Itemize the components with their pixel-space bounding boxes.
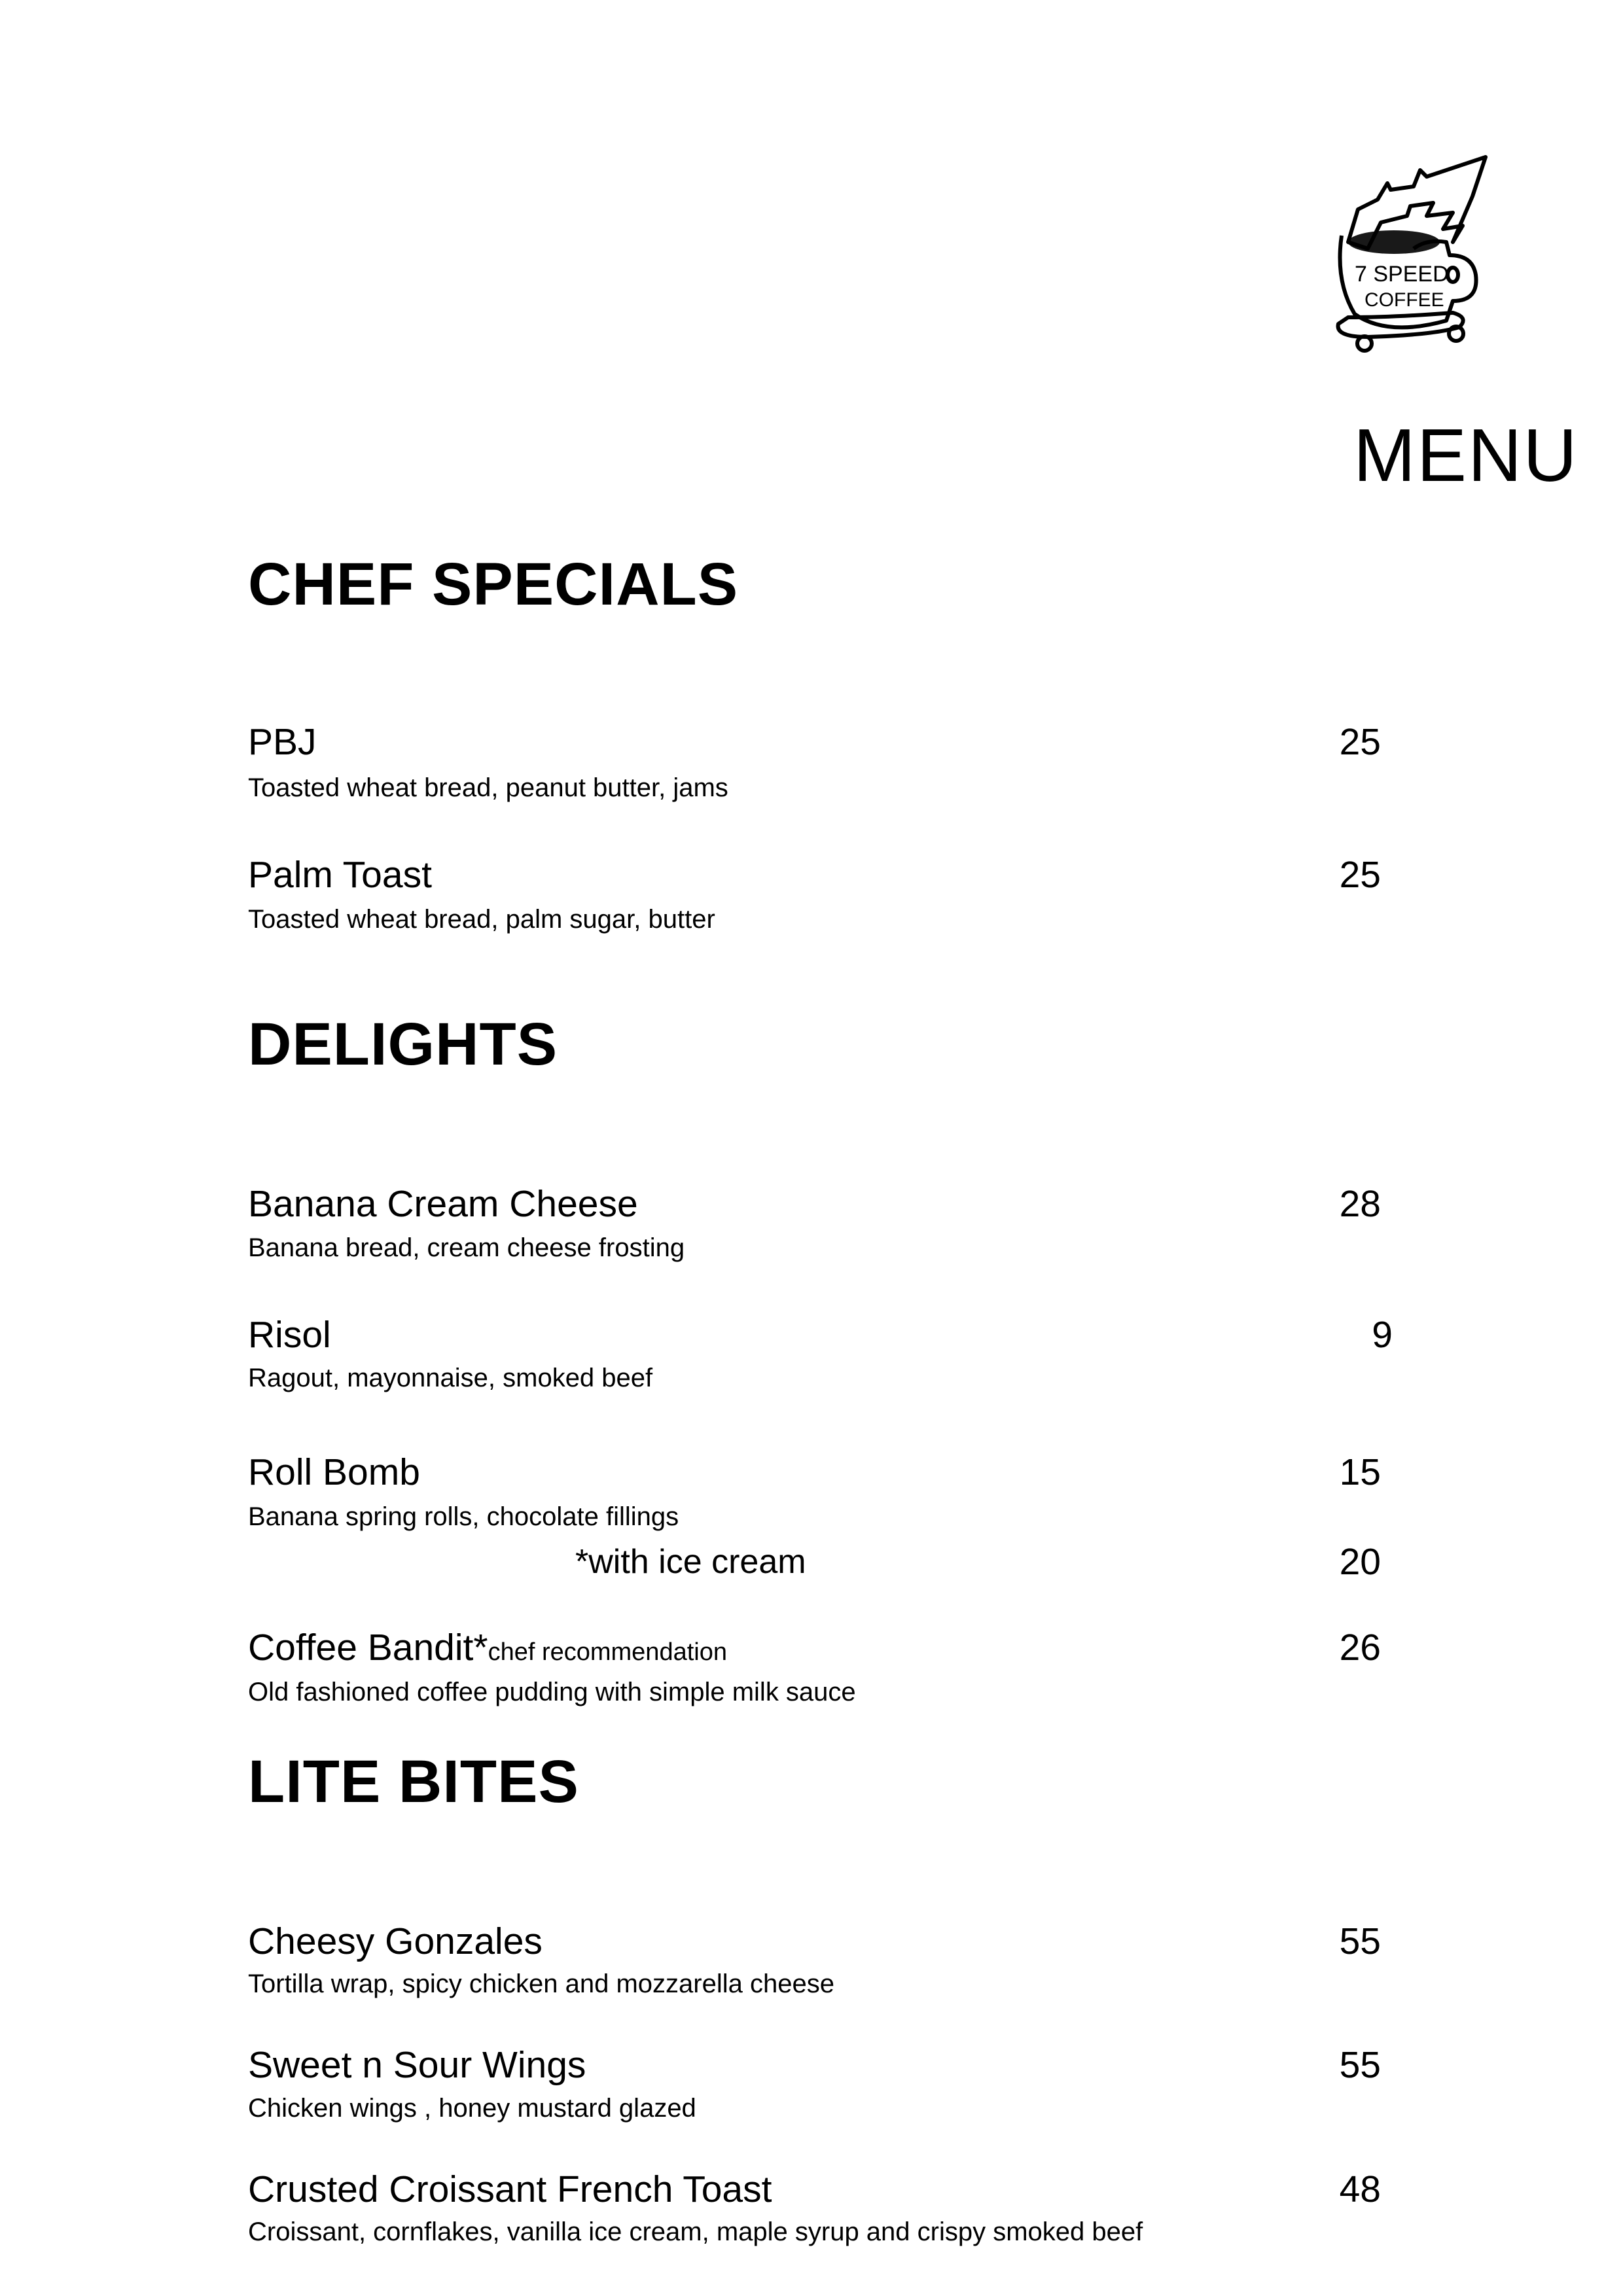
- item-name: Cheesy Gonzales: [248, 1920, 543, 1962]
- item-name: Roll Bomb: [248, 1451, 420, 1493]
- item-name: Crusted Croissant French Toast: [248, 2168, 772, 2210]
- item-option-label: *with ice cream: [575, 1543, 806, 1581]
- item-name: Risol: [248, 1314, 331, 1356]
- item-description: Banana bread, cream cheese frosting: [248, 1233, 685, 1262]
- item-description: Old fashioned coffee pudding with simple milk sauce: [248, 1678, 856, 1706]
- item-description: Banana spring rolls, chocolate fillings: [248, 1502, 679, 1531]
- svg-text:7 SPEED: 7 SPEED: [1355, 262, 1449, 287]
- section-heading-chef-specials: CHEF SPECIALS: [248, 551, 739, 618]
- item-name-row: [248, 1628, 727, 1672]
- item-description: Croissant, cornflakes, vanilla ice cream, maple syrup and crispy smoked beef: [248, 2217, 1143, 2246]
- item-price: 25: [1339, 854, 1381, 896]
- item-price: 28: [1339, 1183, 1381, 1225]
- seven-speed-coffee-logo: [1329, 150, 1499, 353]
- section-heading-delights: DELIGHTS: [248, 1011, 558, 1078]
- item-price: 55: [1339, 2044, 1381, 2086]
- item-name: Palm Toast: [248, 854, 432, 896]
- item-name: Banana Cream Cheese: [248, 1183, 638, 1225]
- item-price: 48: [1339, 2168, 1381, 2210]
- svg-text:COFFEE: COFFEE: [1364, 289, 1444, 311]
- item-price: 9: [1372, 1314, 1393, 1356]
- section-heading-lite-bites: LITE BITES: [248, 1748, 579, 1815]
- item-price: 26: [1339, 1627, 1381, 1669]
- item-description: Toasted wheat bread, peanut butter, jams: [248, 773, 728, 802]
- item-price: 25: [1339, 721, 1381, 763]
- item-price: 15: [1339, 1451, 1381, 1493]
- item-option-price: 20: [1339, 1541, 1381, 1583]
- item-name: Coffee Bandit*: [248, 1627, 488, 1669]
- item-description: Ragout, mayonnaise, smoked beef: [248, 1364, 653, 1392]
- item-note: chef recommendation: [488, 1638, 727, 1666]
- item-name: PBJ: [248, 721, 317, 763]
- item-description: Toasted wheat bread, palm sugar, butter: [248, 905, 715, 934]
- item-name: Sweet n Sour Wings: [248, 2044, 586, 2086]
- item-description: Chicken wings , honey mustard glazed: [248, 2094, 696, 2123]
- item-description: Tortilla wrap, spicy chicken and mozzarella cheese: [248, 1969, 834, 1998]
- item-price: 55: [1339, 1920, 1381, 1962]
- menu-title: MENU: [1353, 414, 1578, 497]
